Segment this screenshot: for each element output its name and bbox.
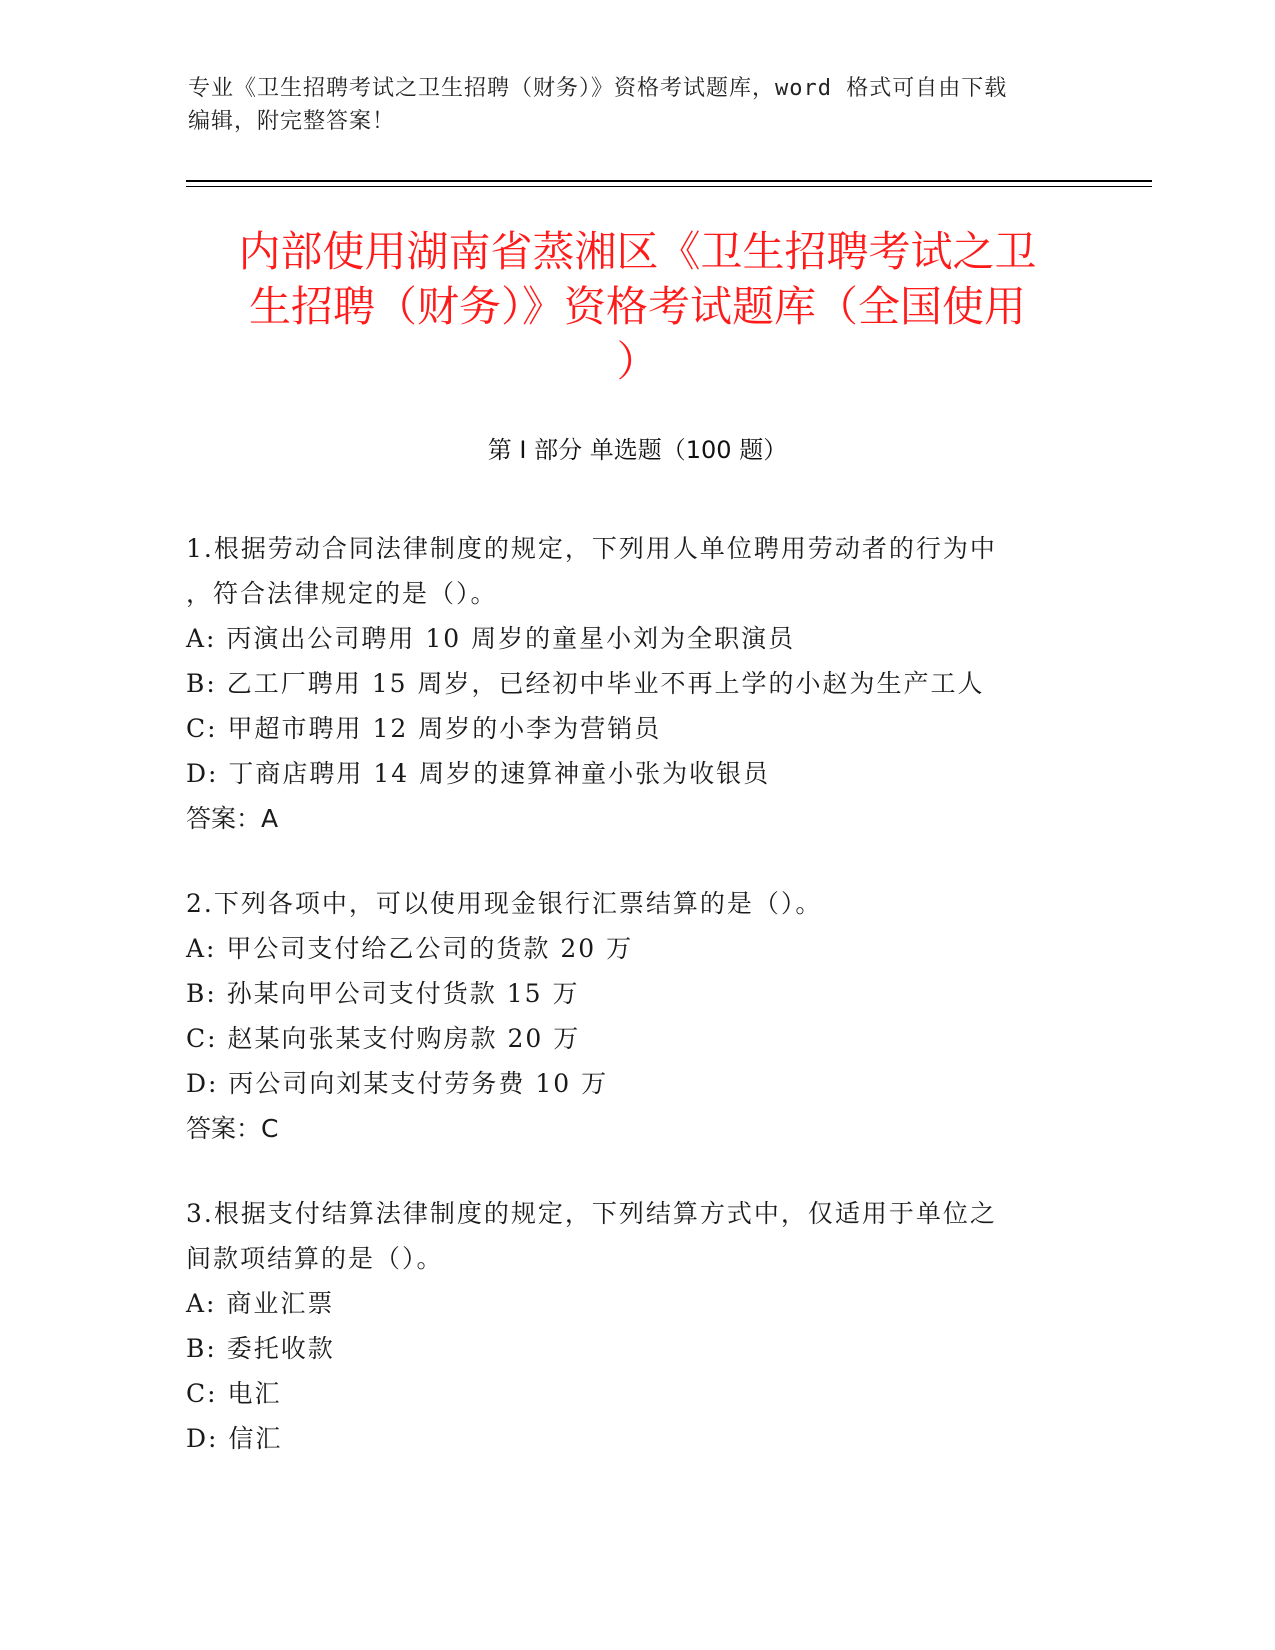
document-title-line-2: 生招聘（财务）》资格考试题库（全国使用	[248, 282, 1026, 331]
question-stem-line-2: 间款项结算的是（）。	[186, 1244, 444, 1273]
option-c: C: 赵某向张某支付购房款 20 万	[186, 1024, 581, 1053]
question-1	[186, 526, 1066, 841]
option-a: A: 商业汇票	[186, 1289, 335, 1318]
document-title-line-3: ）	[616, 337, 659, 386]
option-b: B: 乙工厂聘用 15 周岁，已经初中毕业不再上学的小赵为生产工人	[186, 669, 985, 698]
option-d: D: 丁商店聘用 14 周岁的速算神童小张为收银员	[186, 759, 771, 788]
question-stem-line-1: 1.根据劳动合同法律制度的规定，下列用人单位聘用劳动者的行为中	[186, 534, 997, 563]
option-d: D: 信汇	[186, 1424, 283, 1453]
header-divider-thin	[186, 186, 1152, 187]
option-a: A: 甲公司支付给乙公司的货款 20 万	[186, 934, 634, 963]
question-stem-line-1: 3.根据支付结算法律制度的规定，下列结算方式中，仅适用于单位之	[186, 1199, 997, 1228]
header-note-line-1: 专业《卫生招聘考试之卫生招聘（财务）》资格考试题库，word 格式可自由下载	[188, 76, 1008, 101]
answer: 答案：C	[186, 1114, 279, 1143]
header-note	[188, 72, 1068, 138]
question-2	[186, 881, 1066, 1151]
option-c: C: 电汇	[186, 1379, 282, 1408]
question-stem-line-2: ，符合法律规定的是（）。	[186, 579, 498, 608]
document-title	[160, 224, 1115, 389]
header-note-line-2: 编辑，附完整答案！	[188, 109, 396, 134]
option-d: D: 丙公司向刘某支付劳务费 10 万	[186, 1069, 609, 1098]
document-title-line-1: 内部使用湖南省蒸湘区《卫生招聘考试之卫	[238, 227, 1037, 276]
option-b: B: 孙某向甲公司支付货款 15 万	[186, 979, 580, 1008]
answer: 答案：A	[186, 804, 279, 833]
section-heading: 第 I 部分 单选题（100 题）	[487, 436, 788, 464]
option-b: B: 委托收款	[186, 1334, 335, 1363]
option-c: C: 甲超市聘用 12 周岁的小李为营销员	[186, 714, 662, 743]
question-3	[186, 1191, 1066, 1461]
option-a: A: 丙演出公司聘用 10 周岁的童星小刘为全职演员	[186, 624, 796, 653]
question-stem-line-1: 2.下列各项中，可以使用现金银行汇票结算的是（）。	[186, 889, 823, 918]
header-divider-thick	[186, 180, 1152, 182]
question-list	[186, 526, 1066, 1501]
